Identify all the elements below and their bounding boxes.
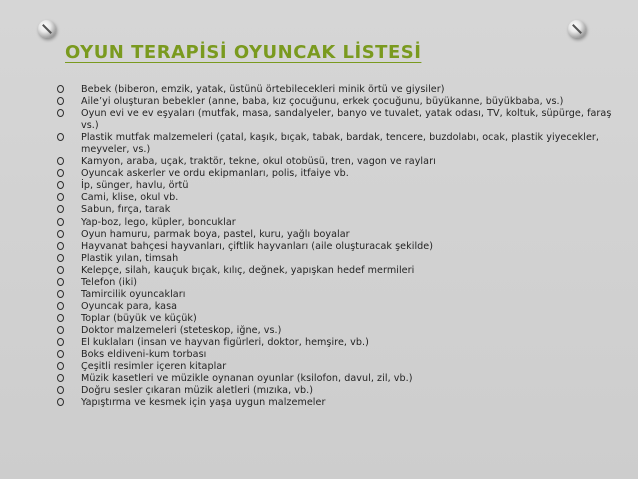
list-item-text: İp, sünger, havlu, örtü (81, 180, 189, 192)
list-item-text: Oyuncak para, kasa (81, 300, 178, 312)
list-item-text: Yap-boz, lego, küpler, boncuklar (81, 216, 236, 228)
list-item (57, 385, 617, 397)
list-item (57, 156, 617, 168)
list-item-text: Kamyon, araba, uçak, traktör, tekne, okul otobüsü, tren, vagon ve rayları (81, 156, 436, 168)
list-item (57, 229, 617, 241)
list-item-text: Hayvanat bahçesi hayvanları, çiftlik hayvanları (aile oluşturacak şekilde) (81, 240, 434, 252)
list-item (57, 325, 617, 337)
list-item-text: Doktor malzemeleri (steteskop, iğne, vs.) (81, 324, 282, 336)
hollow-circle-icon (57, 242, 64, 250)
hollow-circle-icon (57, 97, 64, 105)
list-item (57, 217, 617, 229)
list-item-text: Sabun, fırça, tarak (81, 204, 171, 216)
list-item (57, 241, 617, 253)
list-item (57, 168, 617, 180)
list-item (57, 108, 617, 132)
hollow-circle-icon (57, 133, 64, 141)
hollow-circle-icon (57, 254, 64, 262)
list-item (57, 253, 617, 265)
list-item (57, 84, 617, 96)
hollow-circle-icon (57, 218, 64, 226)
hollow-circle-icon (57, 398, 64, 406)
hollow-circle-icon (57, 326, 64, 334)
hollow-circle-icon (57, 85, 64, 93)
list-item (57, 313, 617, 325)
slide-title: OYUN TERAPİSİ OYUNCAK LİSTESİ (65, 42, 422, 63)
list-item (57, 192, 617, 204)
toy-list (57, 84, 617, 409)
list-item-text: Boks eldiveni-kum torbası (81, 349, 207, 361)
hollow-circle-icon (57, 157, 64, 165)
hollow-circle-icon (57, 181, 64, 189)
list-item-text: Oyun evi ve ev eşyaları (mutfak, masa, sandalyeler, banyo ve tuvalet, yatak odası, TV, koltuk, süpürge, faraş vs.) (81, 108, 612, 132)
list-item-text: Aile’yi oluşturan bebekler (anne, baba, kız çocuğunu, erkek çocuğunu, büyükanne, büyükbaba, vs.) (81, 96, 564, 108)
list-item-text: Plastik yılan, timsah (81, 252, 179, 264)
hollow-circle-icon (57, 386, 64, 394)
list-item-text: Doğru sesler çıkaran müzik aletleri (mızıka, vb.) (81, 385, 314, 397)
hollow-circle-icon (57, 302, 64, 310)
list-item (57, 277, 617, 289)
list-item (57, 349, 617, 361)
list-item (57, 289, 617, 301)
hollow-circle-icon (57, 169, 64, 177)
list-item-text: Bebek (biberon, emzik, yatak, üstünü örtebilecekleri minik örtü ve giysiler) (81, 84, 445, 95)
list-item-text: Telefon (iki) (81, 276, 138, 288)
list-item-text: El kuklaları (insan ve hayvan figürleri, doktor, hemşire, vb.) (81, 336, 369, 348)
hollow-circle-icon (57, 109, 64, 117)
hollow-circle-icon (57, 338, 64, 346)
pushpin-icon (568, 20, 586, 38)
hollow-circle-icon (57, 290, 64, 298)
list-item-text: Toplar (büyük ve küçük) (81, 312, 197, 324)
list-item-text: Oyun hamuru, parmak boya, pastel, kuru, yağlı boyalar (81, 228, 350, 240)
list-item (57, 204, 617, 216)
list-item (57, 265, 617, 277)
list-item-text: Cami, klise, okul vb. (81, 192, 179, 204)
list-item (57, 397, 617, 409)
hollow-circle-icon (57, 193, 64, 201)
hollow-circle-icon (57, 230, 64, 238)
hollow-circle-icon (57, 362, 64, 370)
list-item-text: Oyuncak askerler ve ordu ekipmanları, polis, itfaiye vb. (81, 168, 349, 180)
hollow-circle-icon (57, 350, 64, 358)
pushpin-icon (38, 20, 56, 38)
list-item (57, 132, 617, 156)
list-item (57, 301, 617, 313)
list-item (57, 373, 617, 385)
list-item-text: Çeşitli resimler içeren kitaplar (81, 361, 227, 373)
list-item (57, 361, 617, 373)
hollow-circle-icon (57, 205, 64, 213)
hollow-circle-icon (57, 266, 64, 274)
list-item-text: Müzik kasetleri ve müzikle oynanan oyunlar (ksilofon, davul, zil, vb.) (81, 373, 413, 385)
hollow-circle-icon (57, 374, 64, 382)
list-item-text: Plastik mutfak malzemeleri (çatal, kaşık, bıçak, tabak, bardak, tencere, buzdolabı, ocak, plastik yiyecekler, meyveler, vs.) (81, 132, 600, 156)
list-item (57, 337, 617, 349)
list-item (57, 180, 617, 192)
hollow-circle-icon (57, 314, 64, 322)
list-item-text: Kelepçe, silah, kauçuk bıçak, kılıç, değnek, yapışkan hedef mermileri (81, 264, 415, 276)
list-item-text: Tamircilik oyuncakları (81, 288, 186, 300)
hollow-circle-icon (57, 278, 64, 286)
list-item-text: Yapıştırma ve kesmek için yaşa uygun malzemeler (81, 397, 326, 409)
list-item (57, 96, 617, 108)
